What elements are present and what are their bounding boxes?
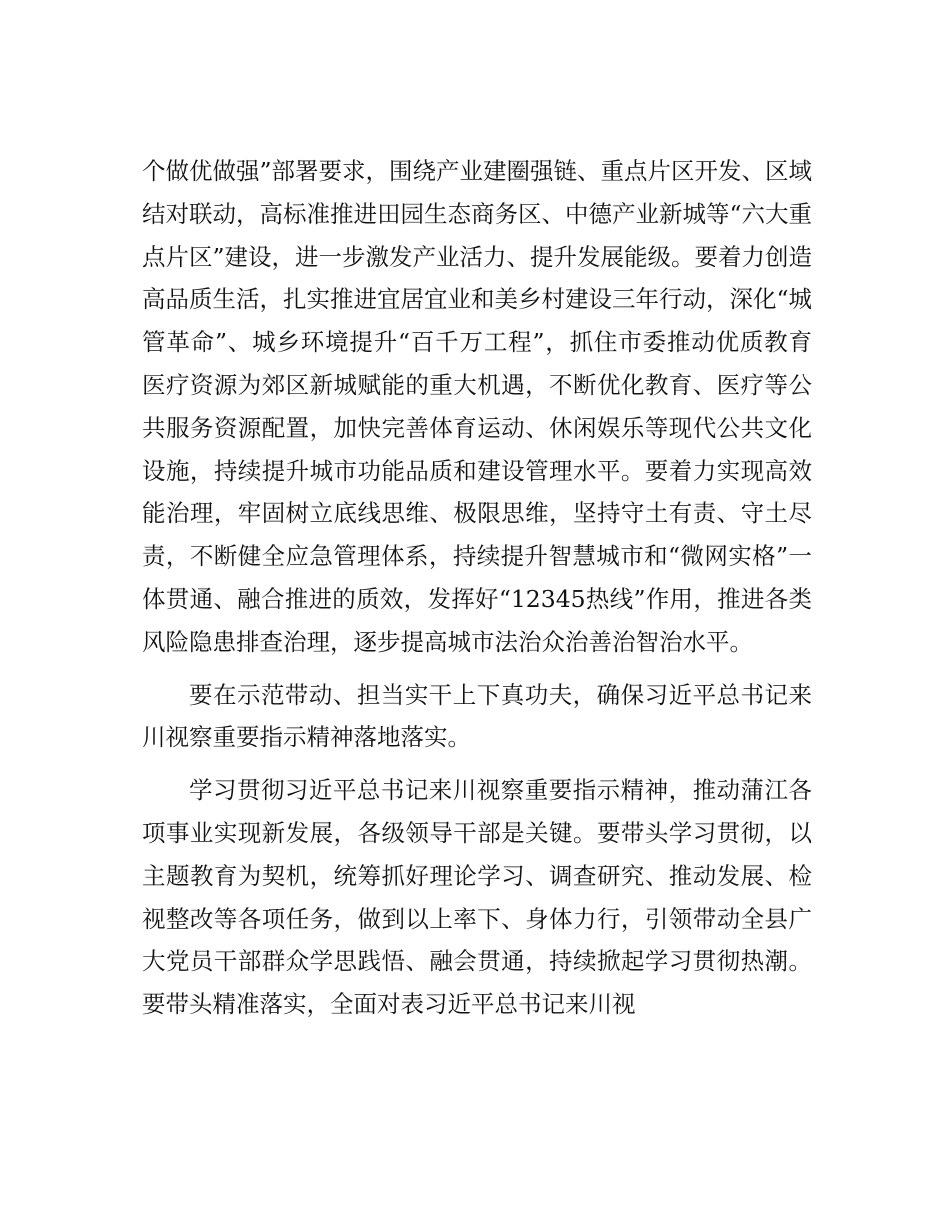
paragraph-3: 学习贯彻习近平总书记来川视察重要指示精神，推动蒲江各项事业实现新发展，各级领导干部是关键。要带头学习贯彻，以主题教育为契机，统筹抓好理论学习、调查研究、推动发展、检视整改等各项任务，做到以上率下、身体力行，引领带动全县广大党员干部群众学思践悟、融会贯通，持续掀起学习贯彻热潮。要带头精准落实，全面对表习近平总书记来川视 [142, 776, 812, 1019]
document-body [142, 150, 812, 1026]
paragraph-1: 个做优做强”部署要求，围绕产业建圈强链、重点片区开发、区域结对联动，高标准推进田园生态商务区、中德产业新城等“六大重点片区”建设，进一步激发产业活力、提升发展能级。要着力创造高品质生活，扎实推进宜居宜业和美乡村建设三年行动，深化“城管革命”、城乡环境提升“百千万工程”，抓住市委推动优质教育医疗资源为郊区新城赋能的重大机遇，不断优化教育、医疗等公共服务资源配置，加快完善体育运动、休闲娱乐等现代公共文化设施，持续提升城市功能品质和建设管理水平。要着力实现高效能治理，牢固树立底线思维、极限思维，坚持守土有责、守土尽责，不断健全应急管理体系，持续提升智慧城市和“微网实格”一体贯通、融合推进的质效，发挥好“12345热线”作用，推进各类风险隐患排查治理，逐步提高城市法治众治善治智治水平。 [142, 157, 813, 656]
paragraph-2: 要在示范带动、担当实干上下真功夫，确保习近平总书记来川视察重要指示精神落地落实。 [142, 680, 812, 752]
